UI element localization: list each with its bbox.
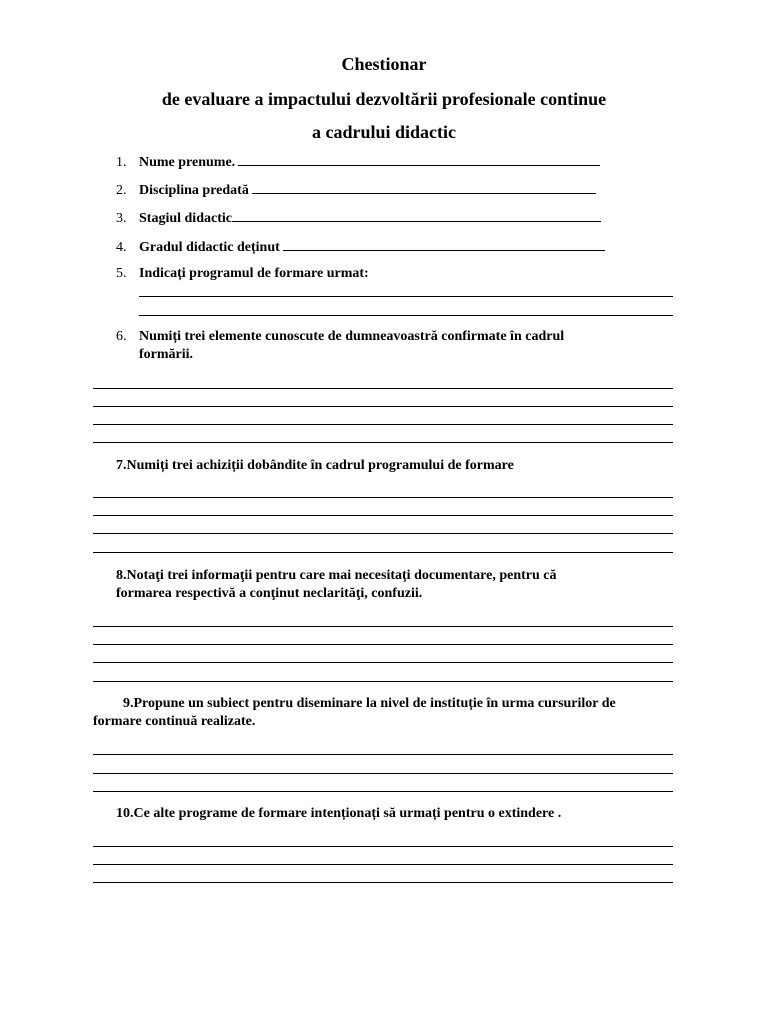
fill-in-line[interactable] [232,208,601,222]
answer-line[interactable] [93,442,673,443]
answer-line[interactable] [93,533,673,534]
answer-line[interactable] [93,681,673,682]
question-6 [116,328,565,364]
answer-line[interactable] [93,864,673,865]
answer-line[interactable] [93,424,673,425]
fill-in-line[interactable] [283,237,605,251]
field-number: 5. [116,266,127,281]
document-title: Chestionar [341,54,427,74]
answer-line[interactable] [93,882,673,883]
field-nume-prenume [116,152,600,172]
answer-line[interactable] [93,644,673,645]
field-label: Indicați programul de formare urmat: [139,266,369,281]
answer-line[interactable] [93,406,673,407]
answer-line[interactable] [93,626,673,627]
question-text-cont: formare continuă realizate. [93,714,256,729]
question-text: 10.Ce alte programe de formare intenționați să urmați pentru o extindere . [116,806,562,821]
answer-line[interactable] [93,497,673,498]
field-label: Disciplina predată [139,183,249,198]
field-number: 1. [116,155,127,170]
field-label: Stagiul didactic [139,211,232,226]
field-number: 2. [116,183,127,198]
field-label: Nume prenume. [139,155,236,170]
question-number: 6. [116,329,127,344]
field-number: 3. [116,211,127,226]
field-gradul-didactic [116,237,605,257]
fill-in-line[interactable] [252,180,596,194]
field-number: 4. [116,240,127,255]
question-text: 9.Propune un subiect pentru diseminare la nivel de instituție în urma cursurilor de [123,696,616,711]
field-label: Gradul didactic deținut [139,240,280,255]
answer-line[interactable] [139,315,673,316]
fill-in-line[interactable] [238,152,600,166]
answer-line[interactable] [93,515,673,516]
answer-line[interactable] [93,846,549,847]
question-text: 7.Numiți trei achiziții dobândite în cadrul programului de formare [116,458,514,473]
answer-line[interactable] [139,296,673,297]
question-text-cont: formarea respectivă a conţinut neclarităţi, confuzii. [116,586,423,601]
question-7 [116,457,514,475]
answer-line-thin[interactable] [549,846,673,847]
field-disciplina [116,180,596,200]
field-stagiul-didactic [116,208,601,228]
question-text: 8.Notaţi trei informaţii pentru care mai necesitați documentare, pentru că [116,568,557,583]
answer-line[interactable] [93,388,673,389]
question-9 [93,695,675,731]
document-subtitle-2: a cadrului didactic [311,122,456,142]
answer-line[interactable] [93,662,673,663]
question-8 [116,567,557,603]
document-subtitle: de evaluare a impactului dezvoltării profesionale continue [161,89,607,109]
field-program-formare [116,265,369,283]
answer-line[interactable] [93,791,673,792]
question-10 [116,805,561,823]
question-text: Numiți trei elemente cunoscute de dumneavoastră confirmate în cadrul [139,329,565,344]
answer-line[interactable] [93,773,673,774]
question-text-cont: formării. [139,347,194,362]
answer-line[interactable] [93,754,673,755]
answer-line[interactable] [93,552,673,553]
